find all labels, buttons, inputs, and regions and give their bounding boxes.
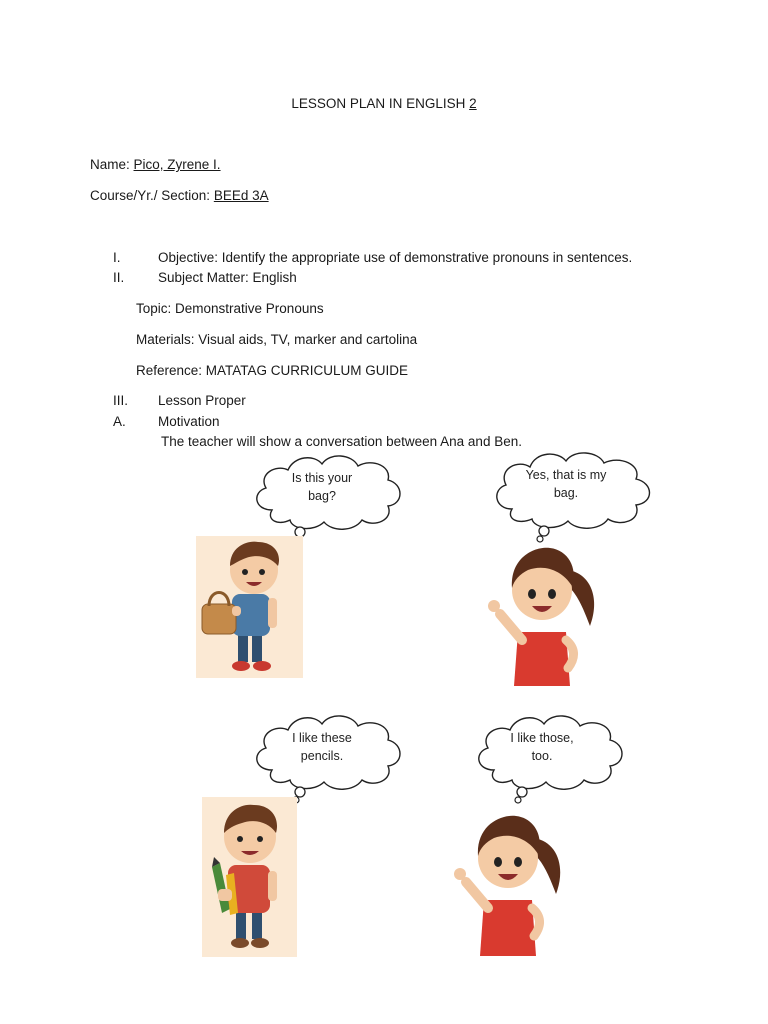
bubble-2-text xyxy=(516,466,616,502)
bubble-4-line-2: too. xyxy=(531,749,553,763)
motivation-desc: The teacher will show a conversation between Ana and Ben. xyxy=(161,434,522,449)
title-prefix: LESSON PLAN IN ENGLISH xyxy=(291,96,470,111)
title-grade: 2 xyxy=(469,96,477,111)
section-line xyxy=(90,187,269,204)
subject-num: II. xyxy=(113,270,125,285)
materials-text: Materials: Visual aids, TV, marker and cartolina xyxy=(136,332,418,347)
bubble-1-line-1: Is this your xyxy=(291,471,353,485)
bubble-4-line-1: I like those, xyxy=(510,731,574,745)
bubble-2-line-2: bag. xyxy=(553,486,579,500)
boy-with-bag-illustration xyxy=(196,536,303,678)
lesson-num: III. xyxy=(113,393,129,408)
topic-text: Topic: Demonstrative Pronouns xyxy=(136,301,324,316)
name-label: Name: xyxy=(90,157,134,172)
girl-pointing-illustration-2 xyxy=(448,808,570,958)
subject-text: Subject Matter: English xyxy=(158,270,297,285)
page-title xyxy=(0,95,768,112)
bubble-2-line-1: Yes, that is my xyxy=(525,468,607,482)
section-label: Course/Yr./ Section: xyxy=(90,188,214,203)
motivation-num: A. xyxy=(113,414,126,429)
bubble-1-line-2: bag? xyxy=(308,489,336,503)
reference-text: Reference: MATATAG CURRICULUM GUIDE xyxy=(136,363,409,378)
girl-pointing-illustration-1 xyxy=(482,540,604,690)
bubble-3-line-2: pencils. xyxy=(300,749,344,763)
boy-with-pencils-illustration xyxy=(202,797,297,957)
objective-text: Objective: Identify the appropriate use of demonstrative pronouns in sentences. xyxy=(158,250,633,265)
name-line xyxy=(90,156,221,173)
name-value: Pico, Zyrene I. xyxy=(133,157,221,172)
bubble-1-text xyxy=(278,469,366,505)
section-value: BEEd 3A xyxy=(213,188,269,203)
bubble-3-line-1: I like these xyxy=(292,731,352,745)
lesson-text: Lesson Proper xyxy=(158,393,246,408)
motivation-text: Motivation xyxy=(158,414,220,429)
objective-num: I. xyxy=(113,250,121,265)
bubble-4-text xyxy=(496,729,588,765)
bubble-3-text xyxy=(278,729,366,765)
